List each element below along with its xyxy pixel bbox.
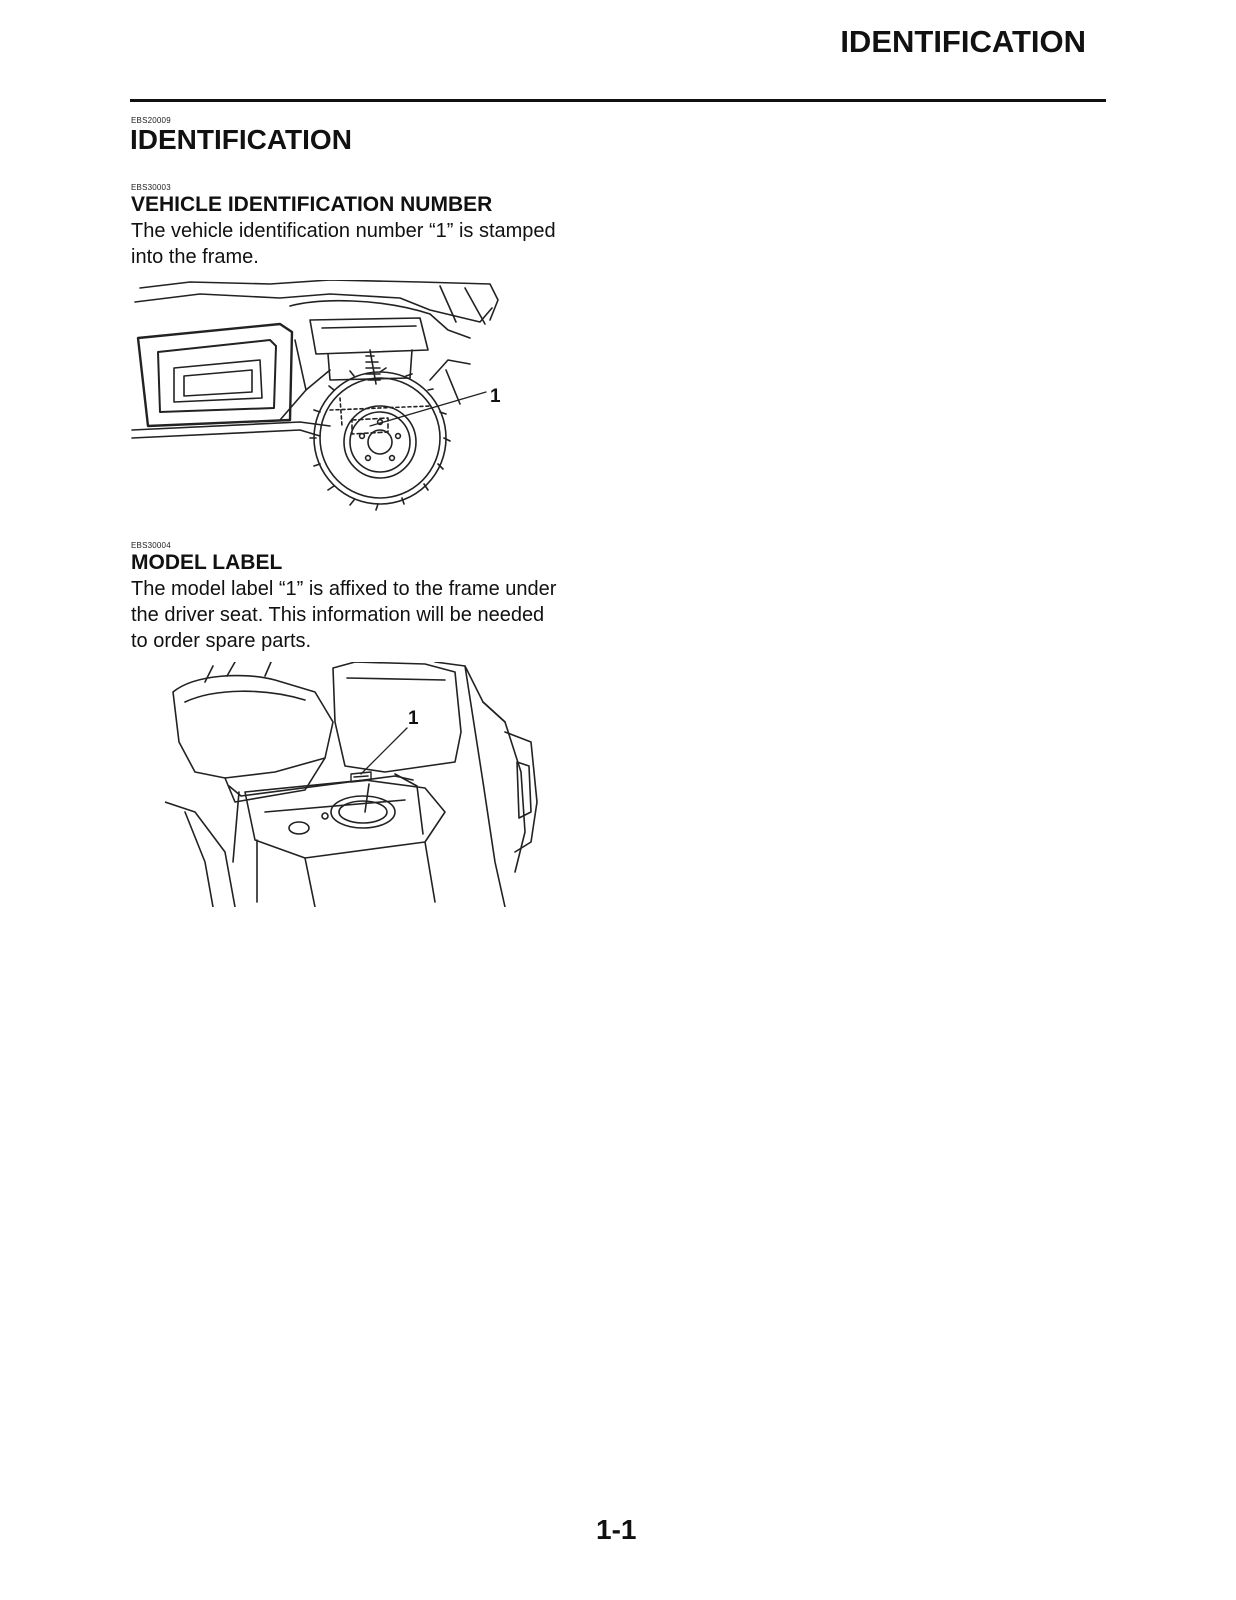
model-label-code: EBS30004	[131, 541, 171, 550]
vin-title: VEHICLE IDENTIFICATION NUMBER	[131, 193, 493, 216]
page-number: 1-1	[596, 1514, 637, 1545]
model-label-callout-label: 1	[408, 708, 419, 729]
vin-description: The vehicle identification number “1” is stamped into the frame.	[131, 220, 556, 268]
model-label-location-figure	[165, 662, 545, 907]
section-title: IDENTIFICATION	[130, 124, 352, 155]
header-rule	[130, 99, 1106, 102]
vin-callout-label: 1	[490, 386, 501, 407]
section-code: EBS20009	[131, 116, 171, 125]
model-label-title: MODEL LABEL	[131, 551, 283, 574]
model-label-description: The model label “1” is affixed to the frame under the driver seat. This information will be needed to order spare parts.	[131, 578, 557, 652]
running-header-title: IDENTIFICATION	[840, 24, 1086, 59]
vin-code: EBS30003	[131, 183, 171, 192]
vin-location-figure	[130, 280, 510, 525]
